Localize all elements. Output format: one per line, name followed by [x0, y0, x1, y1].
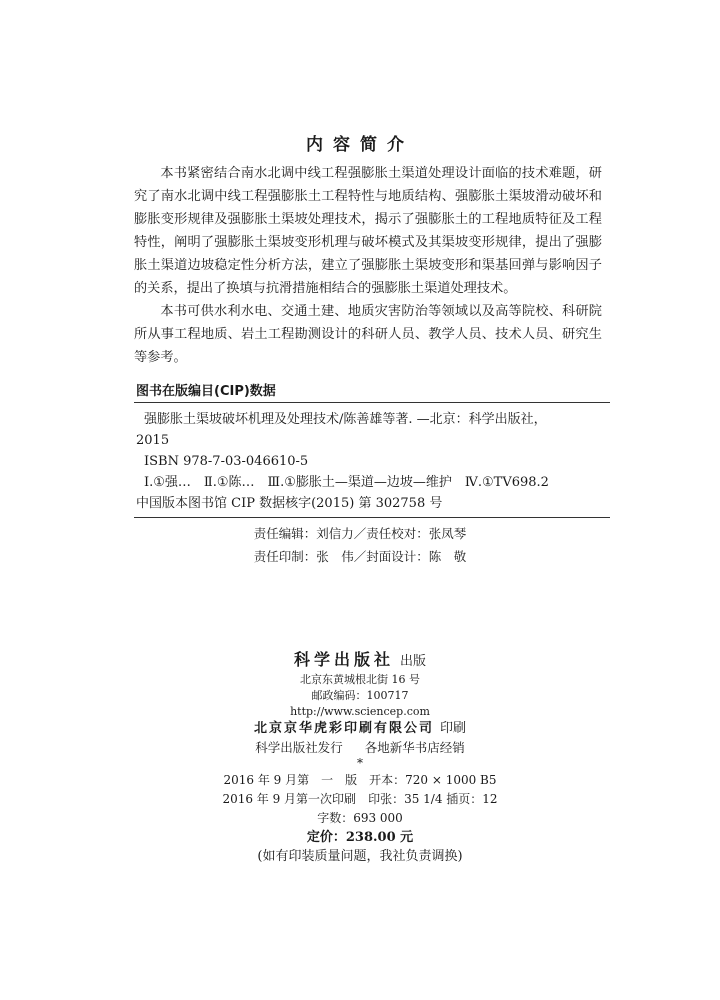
- publisher-tag: 出版: [400, 654, 427, 669]
- distribution: [0, 738, 720, 756]
- cip-bottom-rule: [134, 517, 610, 518]
- price: 定价：238.00 元: [306, 830, 414, 845]
- credits-editor: 责任编辑：刘信力／责任校对：张凤琴: [253, 526, 467, 541]
- cip-heading: 图书在版编目(CIP)数据: [136, 384, 276, 399]
- edition-sheets: 印张：35 1/4 插页：12: [368, 792, 498, 806]
- printer-tag: 印刷: [440, 721, 467, 736]
- separator-star: *: [357, 756, 363, 770]
- cip-record-number: 中国版本图书馆 CIP 数据核字(2015) 第 302758 号: [136, 496, 443, 511]
- publisher-name: 科学出版社: [293, 650, 394, 669]
- credits: [0, 522, 720, 568]
- publisher-block: [0, 652, 720, 720]
- publisher-postcode: 邮政编码：100717: [311, 689, 409, 702]
- cip-record: [136, 409, 606, 514]
- cip-title-line: 强膨胀土渠坡破坏机理及处理技术/陈善雄等著. —北京：科学出版社，: [144, 412, 547, 427]
- summary-paragraph-1: 本书紧密结合南水北调中线工程强膨胀土渠道处理设计面临的技术难题，研究了南水北调中线工程强膨胀土工程特性与地质结构、强膨胀土渠坡滑动破坏和膨胀变形规律及强膨胀土渠坡处理技术，揭示了强膨胀土的工程地质特征及工程特性，阐明了强膨胀土渠坡变形机理与破坏模式及其渠坡变形规律，提出了强膨胀土渠道边坡稳定性分析方法，建立了强膨胀土渠坡变形和渠基回弹与影响因子的关系，提出了换填与抗滑措施相结合的强膨胀土渠道处理技术。: [134, 166, 602, 296]
- edition-format: 开本：720 × 1000 B5: [369, 773, 497, 787]
- edition-word-count: 字数：693 000: [317, 811, 403, 825]
- edition-info: [0, 771, 720, 866]
- cip-top-rule: [134, 402, 610, 403]
- cip-year: 2015: [136, 433, 170, 448]
- summary-text: [134, 162, 602, 369]
- distribution-issuer: 科学出版社发行: [255, 740, 343, 755]
- edition-first: 2016 年 9 月第 一 版: [223, 773, 358, 787]
- distribution-sellers: 各地新华书店经销: [364, 740, 465, 755]
- credits-printing: 责任印制：张 伟／封面设计：陈 敬: [253, 549, 467, 564]
- printer-block: [0, 717, 720, 736]
- cip-isbn: ISBN 978-7-03-046610-5: [144, 454, 309, 469]
- summary-title: 内容简介: [306, 135, 414, 155]
- edition-first-print: 2016 年 9 月第一次印刷: [222, 792, 357, 806]
- quality-note: (如有印装质量问题，我社负责调换): [257, 849, 463, 864]
- publisher-website: http://www.sciencep.com: [290, 705, 430, 718]
- cip-classification: Ⅰ.①强… Ⅱ.①陈… Ⅲ.①膨胀土—渠道—边坡—维护 Ⅳ.①TV698.2: [144, 475, 549, 490]
- summary-paragraph-2: 本书可供水利水电、交通土建、地质灾害防治等领域以及高等院校、科研院所从事工程地质、岩土工程勘测设计的科研人员、教学人员、技术人员、研究生等参考。: [134, 304, 602, 365]
- printer-name: 北京京华虎彩印刷有限公司: [253, 721, 434, 736]
- publisher-address: 北京东黄城根北街 16 号: [300, 673, 420, 686]
